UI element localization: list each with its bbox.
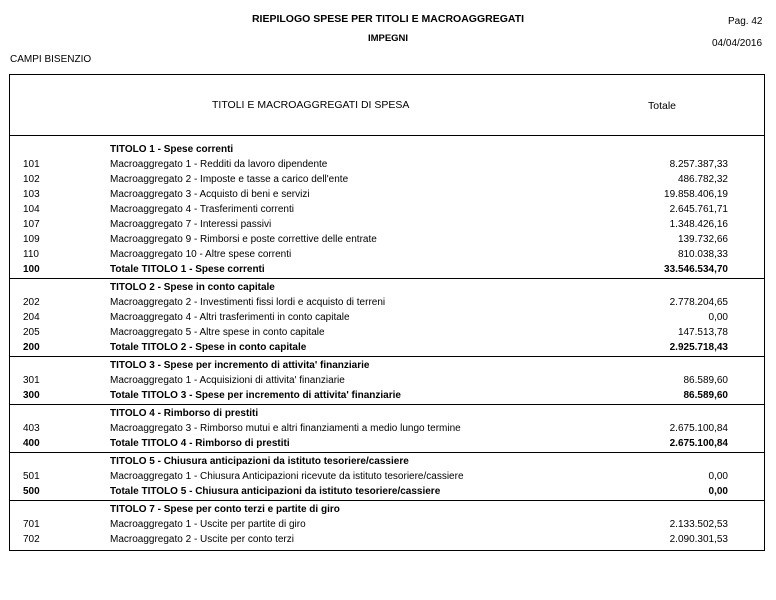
row-code: 101 (23, 159, 40, 170)
row-code: 403 (23, 423, 40, 434)
row-amount: 8.257.387,33 (669, 159, 728, 170)
row-description: Macroaggregato 1 - Acquisizioni di attivita' finanziarie (110, 375, 345, 386)
row-description: Macroaggregato 2 - Imposte e tasse a carico dell'ente (110, 174, 349, 185)
section-heading: TITOLO 3 - Spese per incremento di attivita' finanziarie (110, 360, 370, 371)
section-heading-row (9, 502, 765, 517)
section-heading: TITOLO 1 - Spese correnti (110, 144, 234, 155)
row-code: 205 (23, 327, 40, 338)
table-row (9, 532, 765, 547)
total-row (9, 436, 765, 451)
section-heading: TITOLO 2 - Spese in conto capitale (110, 282, 275, 293)
section-heading-row (9, 406, 765, 421)
row-amount: 86.589,60 (683, 375, 728, 386)
table-row (9, 247, 765, 262)
row-code: 501 (23, 471, 40, 482)
row-code: 701 (23, 519, 40, 530)
entity-name: CAMPI BISENZIO (10, 54, 92, 65)
row-description: Macroaggregato 1 - Redditi da lavoro dipendente (110, 159, 328, 170)
table-row (9, 373, 765, 388)
total-row (9, 340, 765, 355)
total-amount: 2.675.100,84 (669, 438, 728, 449)
table-row (9, 295, 765, 310)
total-code: 500 (23, 486, 40, 497)
table-row (9, 202, 765, 217)
title-section (9, 279, 765, 357)
row-code: 702 (23, 534, 40, 545)
row-description: Macroaggregato 10 - Altre spese correnti (110, 249, 292, 260)
row-description: Macroaggregato 3 - Rimborso mutui e altri finanziamenti a medio lungo termine (110, 423, 461, 434)
section-heading-row (9, 142, 765, 157)
row-code: 107 (23, 219, 40, 230)
table-row (9, 421, 765, 436)
row-amount: 19.858.406,19 (664, 189, 728, 200)
table-row (9, 217, 765, 232)
row-code: 202 (23, 297, 40, 308)
row-code: 204 (23, 312, 40, 323)
row-code: 104 (23, 204, 40, 215)
section-heading-row (9, 280, 765, 295)
title-section (9, 453, 765, 501)
total-code: 400 (23, 438, 40, 449)
row-description: Macroaggregato 7 - Interessi passivi (110, 219, 272, 230)
table-row (9, 172, 765, 187)
total-amount: 2.925.718,43 (669, 342, 728, 353)
row-code: 103 (23, 189, 40, 200)
total-row (9, 262, 765, 277)
total-description: Totale TITOLO 3 - Spese per incremento di attivita' finanziarie (110, 390, 401, 401)
row-amount: 0,00 (708, 471, 728, 482)
row-amount: 2.675.100,84 (669, 423, 728, 434)
table-body (9, 141, 765, 551)
row-amount: 2.778.204,65 (669, 297, 728, 308)
report-title: RIEPILOGO SPESE PER TITOLI E MACROAGGREGATI (251, 13, 525, 25)
total-amount: 33.546.534,70 (664, 264, 728, 275)
row-description: Macroaggregato 1 - Chiusura Anticipazioni ricevute da istituto tesoriere/cassiere (110, 471, 464, 482)
section-heading-row (9, 358, 765, 373)
row-amount: 139.732,66 (677, 234, 728, 245)
section-heading: TITOLO 4 - Rimborso di prestiti (110, 408, 259, 419)
title-section (9, 357, 765, 405)
row-amount: 147.513,78 (677, 327, 728, 338)
row-description: Macroaggregato 4 - Trasferimenti correnti (110, 204, 294, 215)
row-description: Macroaggregato 9 - Rimborsi e poste correttive delle entrate (110, 234, 377, 245)
row-code: 102 (23, 174, 40, 185)
table-row (9, 469, 765, 484)
row-description: Macroaggregato 2 - Investimenti fissi lordi e acquisto di terreni (110, 297, 386, 308)
row-amount: 2.090.301,53 (669, 534, 728, 545)
title-section (9, 501, 765, 548)
table-row (9, 310, 765, 325)
total-amount: 86.589,60 (683, 390, 728, 401)
row-amount: 2.133.502,53 (669, 519, 728, 530)
section-heading-row (9, 454, 765, 469)
header-divider (9, 135, 765, 136)
table-row (9, 187, 765, 202)
total-description: Totale TITOLO 1 - Spese correnti (110, 264, 265, 275)
table-row (9, 232, 765, 247)
row-description: Macroaggregato 3 - Acquisto di beni e servizi (110, 189, 310, 200)
report-date: 04/04/2016 (712, 38, 763, 49)
section-heading: TITOLO 5 - Chiusura anticipazioni da istituto tesoriere/cassiere (110, 456, 409, 467)
row-description: Macroaggregato 4 - Altri trasferimenti in conto capitale (110, 312, 350, 323)
total-description: Totale TITOLO 5 - Chiusura anticipazioni da istituto tesoriere/cassiere (110, 486, 441, 497)
page-number: Pag. 42 (728, 16, 763, 27)
total-row (9, 388, 765, 403)
title-section (9, 405, 765, 453)
row-amount: 486.782,32 (677, 174, 728, 185)
table-row (9, 157, 765, 172)
row-code: 110 (23, 249, 39, 260)
total-description: Totale TITOLO 4 - Rimborso di prestiti (110, 438, 290, 449)
column-header-total: Totale (648, 100, 677, 112)
total-code: 300 (23, 390, 40, 401)
title-section (9, 141, 765, 279)
total-row (9, 484, 765, 499)
row-amount: 810.038,33 (677, 249, 728, 260)
section-heading: TITOLO 7 - Spese per conto terzi e partite di giro (110, 504, 340, 515)
column-header-description: TITOLI E MACROAGGREGATI DI SPESA (212, 99, 410, 111)
report-subtitle: IMPEGNI (367, 33, 409, 44)
table-row (9, 517, 765, 532)
row-description: Macroaggregato 5 - Altre spese in conto capitale (110, 327, 325, 338)
total-description: Totale TITOLO 2 - Spese in conto capitale (110, 342, 307, 353)
row-amount: 0,00 (708, 312, 728, 323)
row-code: 109 (23, 234, 40, 245)
row-code: 301 (23, 375, 40, 386)
row-description: Macroaggregato 1 - Uscite per partite di giro (110, 519, 306, 530)
row-amount: 2.645.761,71 (669, 204, 728, 215)
total-code: 200 (23, 342, 40, 353)
total-amount: 0,00 (708, 486, 728, 497)
table-row (9, 325, 765, 340)
row-amount: 1.348.426,16 (669, 219, 728, 230)
row-description: Macroaggregato 2 - Uscite per conto terzi (110, 534, 294, 545)
total-code: 100 (23, 264, 40, 275)
